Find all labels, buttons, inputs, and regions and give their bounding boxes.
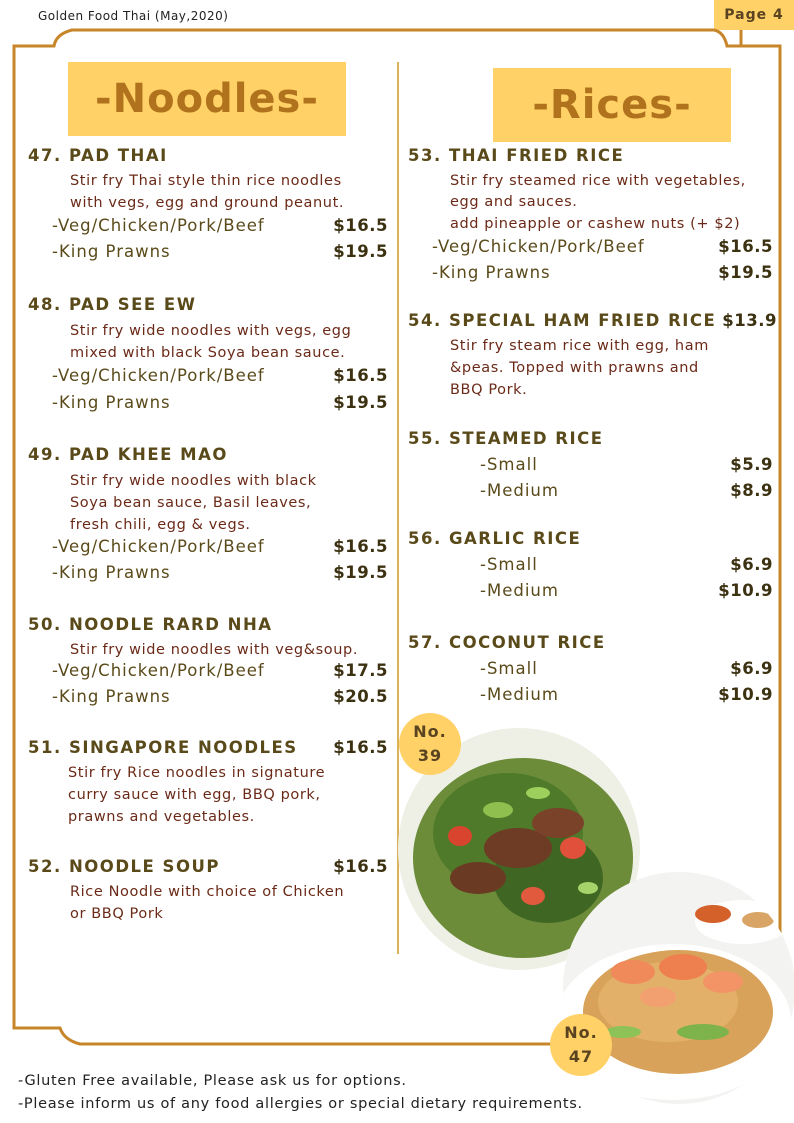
item-53-price-prawns: $19.5 (718, 263, 773, 282)
item-49-desc-line1: Stir fry wide noodles with black (70, 473, 317, 489)
item-48-option-prawns: -King Prawns (52, 393, 171, 412)
item-57-price-small: $6.9 (730, 659, 773, 678)
item-47-option-regular: -Veg/Chicken/Pork/Beef (52, 216, 265, 235)
item-47-title: 47. PAD THAI (28, 146, 168, 165)
item-52-price: $16.5 (333, 857, 388, 876)
column-divider (397, 62, 399, 954)
noodles-section-title: -Noodles- (68, 62, 346, 136)
badge-47-number: 47 (568, 1047, 594, 1066)
item-49-desc-line2: Soya bean sauce, Basil leaves, (70, 495, 312, 511)
item-51-desc-line2: curry sauce with egg, BBQ pork, (68, 787, 321, 803)
item-57-price-medium: $10.9 (718, 685, 773, 704)
item-47-price-prawns: $19.5 (333, 242, 388, 261)
dish-number-badge-47 (550, 1014, 612, 1076)
item-57-title: 57. COCONUT RICE (408, 633, 606, 652)
item-49-title: 49. PAD KHEE MAO (28, 445, 228, 464)
item-57-option-medium: -Medium (480, 685, 559, 704)
item-50-option-regular: -Veg/Chicken/Pork/Beef (52, 661, 265, 680)
item-47-desc-line2: with vegs, egg and ground peanut. (70, 195, 345, 211)
item-55-price-small: $5.9 (730, 455, 773, 474)
footer-allergy-note: -Please inform us of any food allergies or special dietary requirements. (18, 1096, 583, 1112)
item-50-desc-line1: Stir fry wide noodles with veg&soup. (70, 642, 359, 658)
item-55-price-medium: $8.9 (730, 481, 773, 500)
item-55-option-small: -Small (480, 455, 538, 474)
item-50-option-prawns: -King Prawns (52, 687, 171, 706)
item-54-desc-line1: Stir fry steam rice with egg, ham (450, 338, 709, 354)
item-49-price-prawns: $19.5 (333, 563, 388, 582)
item-51-price: $16.5 (333, 738, 388, 757)
item-57-option-small: -Small (480, 659, 538, 678)
item-56-price-small: $6.9 (730, 555, 773, 574)
item-52-desc-line1: Rice Noodle with choice of Chicken (70, 884, 345, 900)
item-50-price-regular: $17.5 (333, 661, 388, 680)
item-51-desc-line3: prawns and vegetables. (68, 809, 255, 825)
restaurant-header: Golden Food Thai (May,2020) (38, 9, 229, 23)
item-54-desc-line2: &peas. Topped with prawns and (450, 360, 699, 376)
item-50-price-prawns: $20.5 (333, 687, 388, 706)
item-49-desc-line3: fresh chili, egg & vegs. (70, 517, 251, 533)
item-53-option-prawns: -King Prawns (432, 263, 551, 282)
item-54-price: $13.9 (722, 311, 777, 330)
item-49-price-regular: $16.5 (333, 537, 388, 556)
item-54-desc-line3: BBQ Pork. (450, 382, 528, 398)
item-48-desc-line1: Stir fry wide noodles with vegs, egg (70, 323, 352, 339)
item-55-title: 55. STEAMED RICE (408, 429, 604, 448)
item-49-option-regular: -Veg/Chicken/Pork/Beef (52, 537, 265, 556)
item-51-title: 51. SINGAPORE NOODLES (28, 738, 298, 757)
item-53-price-regular: $16.5 (718, 237, 773, 256)
item-56-title: 56. GARLIC RICE (408, 529, 582, 548)
item-47-option-prawns: -King Prawns (52, 242, 171, 261)
item-55-option-medium: -Medium (480, 481, 559, 500)
item-49-option-prawns: -King Prawns (52, 563, 171, 582)
badge-47-label: No. (564, 1023, 598, 1042)
item-48-desc-line2: mixed with black Soya bean sauce. (70, 345, 346, 361)
rices-section-title: -Rices- (493, 68, 731, 142)
item-48-price-prawns: $19.5 (333, 393, 388, 412)
item-53-desc-line2: egg and sauces. (450, 194, 578, 210)
item-53-option-regular: -Veg/Chicken/Pork/Beef (432, 237, 645, 256)
item-53-desc-line3: add pineapple or cashew nuts (+ $2) (450, 216, 741, 232)
footer-gluten-note: -Gluten Free available, Please ask us for options. (18, 1073, 407, 1089)
item-54-title: 54. SPECIAL HAM FRIED RICE (408, 311, 717, 330)
item-48-price-regular: $16.5 (333, 366, 388, 385)
badge-39-number: 39 (417, 746, 443, 765)
item-56-option-medium: -Medium (480, 581, 559, 600)
item-52-title: 52. NOODLE SOUP (28, 857, 220, 876)
dish-number-badge-39 (399, 713, 461, 775)
badge-39-label: No. (413, 722, 447, 741)
item-48-title: 48. PAD SEE EW (28, 295, 197, 314)
item-50-title: 50. NOODLE RARD NHA (28, 615, 273, 634)
item-47-price-regular: $16.5 (333, 216, 388, 235)
item-53-desc-line1: Stir fry steamed rice with vegetables, (450, 173, 746, 189)
item-48-option-regular: -Veg/Chicken/Pork/Beef (52, 366, 265, 385)
item-56-option-small: -Small (480, 555, 538, 574)
item-53-title: 53. THAI FRIED RICE (408, 146, 625, 165)
item-56-price-medium: $10.9 (718, 581, 773, 600)
item-51-desc-line1: Stir fry Rice noodles in signature (68, 765, 326, 781)
item-52-desc-line2: or BBQ Pork (70, 906, 164, 922)
page-number-badge: Page 4 (714, 0, 794, 30)
item-47-desc-line1: Stir fry Thai style thin rice noodles (70, 173, 342, 189)
